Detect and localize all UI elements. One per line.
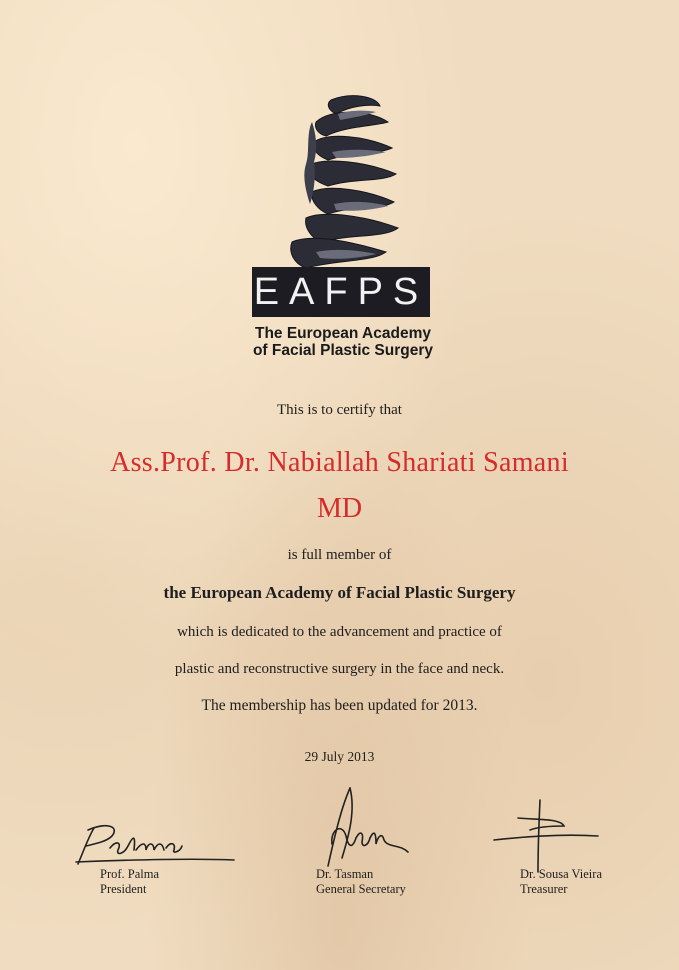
ribbon-face-emblem-icon xyxy=(276,92,406,272)
academy-name xyxy=(248,325,438,359)
signatory-sousa-vieira xyxy=(520,867,602,897)
signatory-tasman-name: Dr. Tasman xyxy=(316,867,374,881)
signatory-palma-name: Prof. Palma xyxy=(100,867,160,881)
signature-sousa-vieira xyxy=(490,796,600,876)
signatory-tasman-title: General Secretary xyxy=(316,882,406,896)
academy-name-line2: of Facial Plastic Surgery xyxy=(252,342,434,359)
signatory-sousa-vieira-name: Dr. Sousa Vieira xyxy=(520,867,602,881)
signatory-tasman xyxy=(316,867,406,897)
organization-name: the European Academy of Facial Plastic Surgery xyxy=(163,583,516,602)
eafps-acronym: EAFPS xyxy=(252,267,430,317)
signatory-sousa-vieira-title: Treasurer xyxy=(520,882,568,896)
signatory-palma xyxy=(100,867,159,897)
signature-palma xyxy=(66,818,241,870)
description-line-2: plastic and reconstructive surgery in the face and neck. xyxy=(174,661,505,677)
recipient-degree: MD xyxy=(316,493,363,524)
certify-intro: This is to certify that xyxy=(277,402,402,418)
academy-name-line1: The European Academy xyxy=(254,325,431,342)
membership-status: is full member of xyxy=(287,547,392,563)
issue-date: 29 July 2013 xyxy=(304,749,375,764)
description-line-1: which is dedicated to the advancement and practice of xyxy=(177,624,502,640)
membership-note: The membership has been updated for 2013. xyxy=(201,697,478,714)
signatory-palma-title: President xyxy=(100,882,147,896)
recipient-name: Ass.Prof. Dr. Nabiallah Shariati Samani xyxy=(110,447,569,478)
